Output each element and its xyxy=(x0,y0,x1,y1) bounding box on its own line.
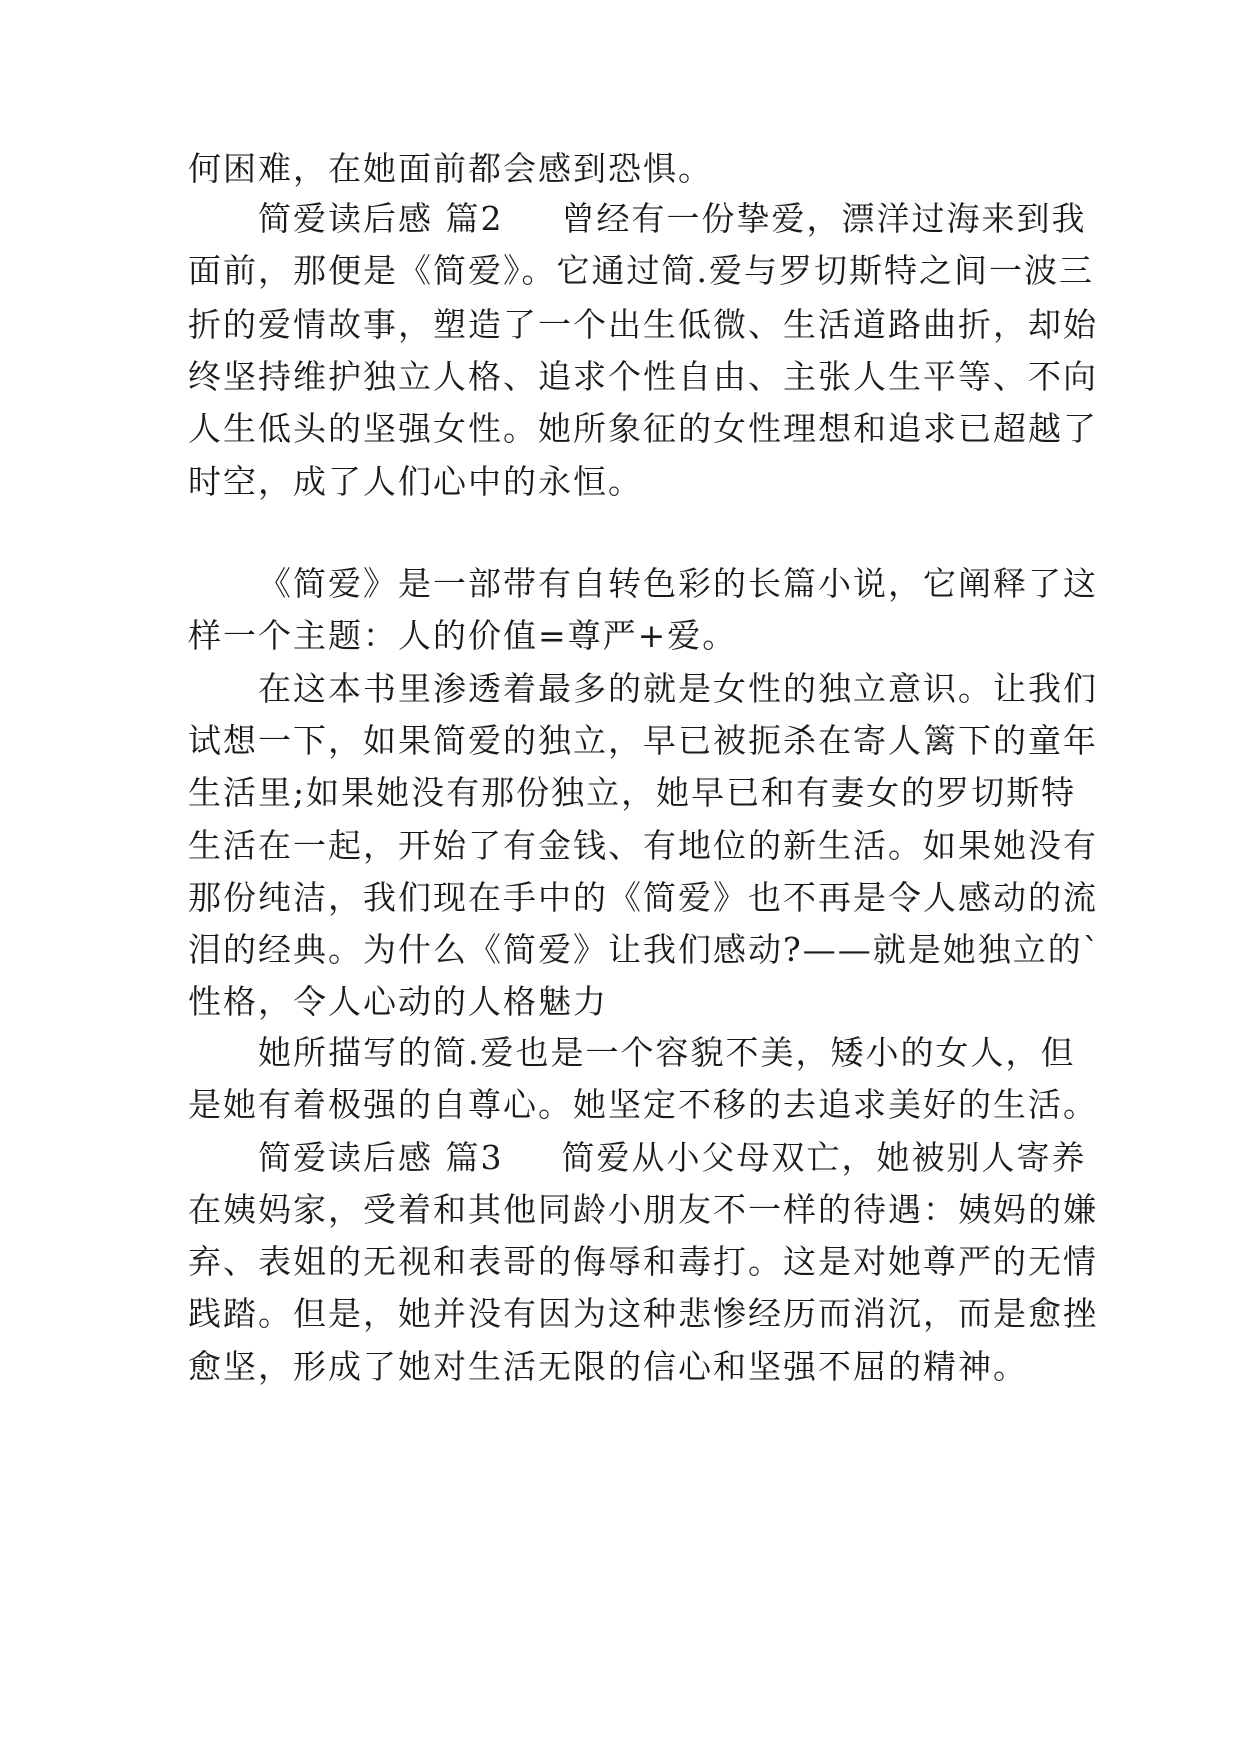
text-line: 何困难，在她面前都会感到恐惧。 xyxy=(188,149,713,188)
text-line: 折的爱情故事，塑造了一个出生低微、生活道路曲折，却始 xyxy=(188,305,1098,344)
text-line: 愈坚，形成了她对生活无限的信心和坚强不屈的精神。 xyxy=(188,1347,1028,1386)
text-line: 那份纯洁，我们现在手中的《简爱》也不再是令人感动的流 xyxy=(188,878,1098,917)
section-heading-line xyxy=(258,197,1087,241)
section-heading-line xyxy=(258,1136,1087,1180)
text-line: 终坚持维护独立人格、追求个性自由、主张人生平等、不向 xyxy=(188,357,1098,396)
text-line: 生活里;如果她没有那份独立，她早已和有妻女的罗切斯特 xyxy=(188,773,1077,812)
text-line: 性格，令人心动的人格魅力 xyxy=(188,982,608,1021)
section-heading: 简爱读后感 篇2 xyxy=(258,199,504,238)
text-line: 试想一下，如果简爱的独立，早已被扼杀在寄人篱下的童年 xyxy=(188,721,1098,760)
text-line: 弃、表姐的无视和表哥的侮辱和毒打。这是对她尊严的无情 xyxy=(188,1242,1098,1281)
section-heading: 简爱读后感 篇3 xyxy=(258,1138,504,1177)
text-line: 《简爱》是一部带有自转色彩的长篇小说，它阐释了这 xyxy=(258,564,1098,603)
text-span: 简爱从小父母双亡，她被别人寄养 xyxy=(561,1138,1087,1177)
text-span: 曾经有一份挚爱，漂洋过海来到我 xyxy=(561,199,1087,238)
text-line: 时空，成了人们心中的永恒。 xyxy=(188,462,643,501)
text-line: 样一个主题：人的价值=尊严+爱。 xyxy=(188,616,738,655)
text-line: 是她有着极强的自尊心。她坚定不移的去追求美好的生活。 xyxy=(188,1085,1098,1124)
text-line: 人生低头的坚强女性。她所象征的女性理想和追求已超越了 xyxy=(188,409,1098,448)
text-line: 面前，那便是《简爱》。它通过简.爱与罗切斯特之间一波三 xyxy=(188,251,1094,290)
text-line: 在这本书里渗透着最多的就是女性的独立意识。让我们 xyxy=(258,669,1098,708)
text-line: 在姨妈家，受着和其他同龄小朋友不一样的待遇：姨妈的嫌 xyxy=(188,1190,1098,1229)
text-line: 生活在一起，开始了有金钱、有地位的新生活。如果她没有 xyxy=(188,826,1098,865)
text-line: 她所描写的简.爱也是一个容貌不美，矮小的女人，但 xyxy=(258,1033,1076,1072)
text-line: 泪的经典。为什么《简爱》让我们感动?——就是她独立的` xyxy=(188,930,1102,969)
text-line: 践踏。但是，她并没有因为这种悲惨经历而消沉，而是愈挫 xyxy=(188,1294,1098,1333)
